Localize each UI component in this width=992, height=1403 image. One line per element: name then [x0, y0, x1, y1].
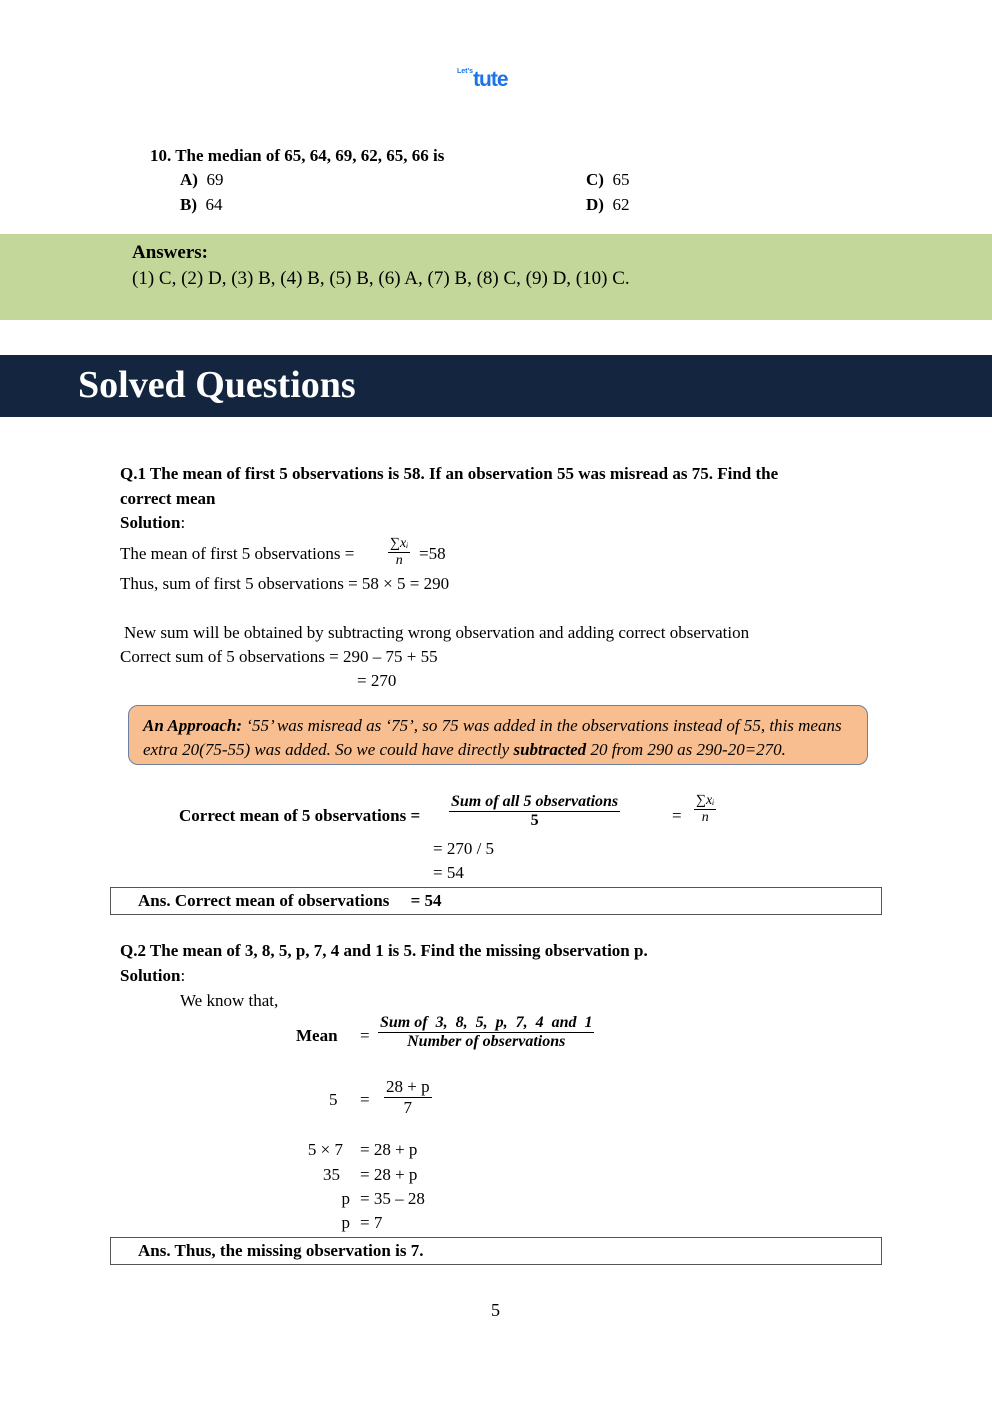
step-right: = 28 + p	[360, 1165, 418, 1184]
equals: =	[672, 806, 682, 825]
mean-label: Mean	[296, 1026, 338, 1045]
correct-mean-fraction: Sum of all 5 observations 5	[451, 793, 619, 829]
sum-xi-fraction: $\frac{\text{∑xᵢ}}{n}$	[390, 536, 409, 568]
q2-answer-box: Ans. Thus, the missing observation is 7.	[110, 1237, 882, 1265]
q10-option-d: D) 62	[586, 195, 630, 214]
answers-list: (1) C, (2) D, (3) B, (4) B, (5) B, (6) A, (7) B, (8) C, (9) D, (10) C.	[132, 268, 630, 289]
q10-question: 10. The median of 65, 64, 69, 62, 65, 66 is	[150, 146, 445, 165]
q1-step1: = 270 / 5	[433, 839, 495, 858]
section-title: Solved Questions	[78, 364, 356, 406]
equals: =	[360, 1026, 370, 1045]
q1-line1: The mean of first 5 observations =	[120, 544, 355, 563]
equals: =	[360, 1090, 370, 1109]
step-left: 5 × 7	[307, 1140, 343, 1159]
sum-xi-fraction-2: $\frac{\text{∑xᵢ}}{n}$	[696, 793, 715, 825]
q10-option-a: A) 69	[180, 170, 224, 189]
mean-fraction: Sum of 3, 8, 5, p, 7, 4 and 1 Number of observations	[380, 1014, 593, 1050]
q1-solution-label: Solution:	[120, 513, 186, 532]
letstute-logo: $^{Let's}$tute	[457, 68, 508, 91]
q2-solution-label: Solution:	[120, 966, 186, 985]
q1-line3: New sum will be obtained by subtracting wrong observation and adding correct observation	[124, 623, 750, 642]
answers-title: Answers:	[132, 242, 208, 263]
q1-answer-box: Ans. Correct mean of observations = 54	[110, 887, 882, 915]
q1-step2: = 54	[433, 863, 464, 882]
correct-mean-label: Correct mean of 5 observations =	[179, 806, 421, 825]
answers-band	[0, 234, 992, 320]
step-right: = 35 – 28	[360, 1189, 425, 1208]
q1-line5: = 270	[357, 671, 397, 690]
page-number: 5	[491, 1300, 500, 1320]
q10-option-c: C) 65	[586, 170, 630, 189]
step-left: p	[341, 1189, 350, 1208]
step-left: 35	[323, 1165, 340, 1184]
five: 5	[329, 1090, 338, 1109]
step-left: p	[341, 1213, 350, 1232]
q2-know: We know that,	[180, 991, 279, 1010]
q1-question-line2: correct mean	[120, 489, 216, 508]
approach-callout: An Approach: ‘55’ was misread as ‘75’, so 75 was added in the observations instead of 55, this means extra 20(75-55) was added. So we could have directly subtracted 20 from 290 as 290-20=270.	[128, 705, 868, 765]
q2-question: Q.2 The mean of 3, 8, 5, p, 7, 4 and 1 is 5. Find the missing observation p.	[120, 941, 648, 960]
step-right: = 28 + p	[360, 1140, 418, 1159]
p-fraction: $\frac{28 + p}{7}$	[386, 1077, 430, 1117]
q1-eq58: =58	[419, 544, 446, 563]
step-right: = 7	[360, 1213, 383, 1232]
q10-option-b: B) 64	[180, 195, 223, 214]
section-header	[0, 355, 992, 417]
q1-line2: Thus, sum of first 5 observations = 58 × 5 = 290	[120, 574, 450, 593]
q1-line4: Correct sum of 5 observations = 290 – 75 + 55	[120, 647, 438, 666]
q1-question-line1: Q.1 The mean of first 5 observations is 58. If an observation 55 was misread as 75. Find the	[120, 464, 779, 483]
